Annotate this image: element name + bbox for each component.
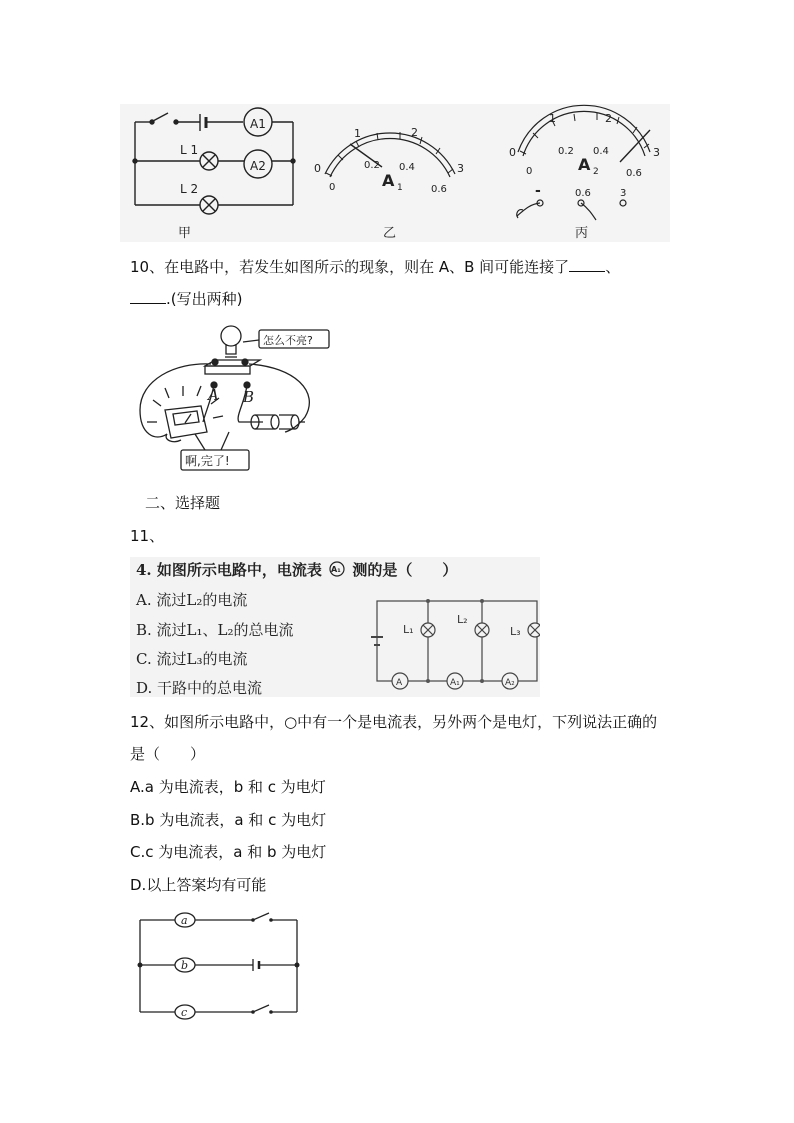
bing-up-3: 3 [653,146,660,159]
q11-meter-a: A [396,678,403,688]
q12-line1: 12、如图所示电路中，○中有一个是电流表，另外两个是电灯，下列说法正确的 [130,713,658,731]
q11-l3: L₃ [510,625,521,638]
yi-low-0: 0 [329,182,336,193]
bing-sub: 2 [593,167,599,177]
figure-top [120,104,670,242]
q10-blank-2[interactable] [130,289,166,304]
q12-line2: 是（ ） [130,745,206,763]
q11-option-b[interactable]: B. 流过L₁、L₂的总电流 [136,621,294,639]
q11-option-c[interactable]: C. 流过L₃的电流 [136,650,248,668]
yi-up-0: 0 [314,162,321,175]
q10-text-line1 [130,257,620,277]
caption-yi: 乙 [383,226,397,241]
bing-low-2: 0.4 [593,146,609,157]
yi-sub: 1 [397,183,403,193]
label-a1: A1 [250,117,266,131]
bing-up-0: 0 [509,146,516,159]
bing-up-2: 2 [605,112,612,125]
ammeter-a1-icon [327,561,347,577]
yi-low-2: 0.4 [399,162,415,173]
q10-figure-svg [135,322,335,482]
yi-up-3: 3 [457,162,464,175]
q10-figure [135,322,335,482]
q12-label-c: c [181,1006,188,1019]
q11-l2: L₂ [457,613,468,626]
q12-option-c[interactable]: C.c 为电流表，a 和 b 为电灯 [130,843,327,861]
yi-low-3: 0.6 [431,184,447,195]
yi-low-1: 0.2 [364,160,380,171]
yi-up-1: 1 [354,127,361,140]
q12-circuit [135,905,305,1020]
q10-bubble-top: 怎么不亮? [263,334,313,347]
q11-image [130,557,540,697]
q10-bubble-bottom: 啊,完了! [185,454,230,468]
q11-question [136,559,457,580]
bing-term-neg: - [535,183,541,199]
q10-blank-1[interactable] [569,257,605,272]
label-a2: A2 [250,159,266,173]
bing-up-1: 1 [549,112,556,125]
q12-label-b: b [181,959,189,972]
q11-number: 11、 [130,527,165,545]
q10-label-b: B [243,388,255,406]
q12-option-d[interactable]: D.以上答案均有可能 [130,876,267,894]
q11-meter-symbol: A₁ [331,565,341,574]
figure-top-svg [120,104,670,242]
section-title: 二、选择题 [145,494,221,512]
caption-bing: 丙 [575,226,589,241]
q10-separator: 、 [605,258,621,276]
bing-low-3: 0.6 [626,168,642,179]
q11-l1: L₁ [403,623,414,636]
yi-label: A [382,171,395,190]
q10-label-a: A [208,386,219,404]
bing-label: A [578,155,591,174]
q10-text-a: 10、在电路中，若发生如图所示的现象，则在 A、B 间可能连接了 [130,258,570,276]
q10-text-b: .(写出两种) [166,290,243,308]
yi-up-2: 2 [411,126,418,139]
q12-label-a: a [181,914,188,927]
q11-meter-a2: A₂ [505,678,515,688]
label-l2: L 2 [180,182,199,196]
q10-text-line2 [130,289,242,309]
bing-low-1: 0.2 [558,146,574,157]
bing-term-3: 3 [620,188,627,199]
q11-meter-a1: A₁ [450,678,460,688]
q11-question-end: 测的是（ ） [352,561,458,579]
q11-question-text: 4. 如图所示电路中，电流表 [136,561,322,579]
caption-jia: 甲 [178,226,192,241]
q11-circuit [365,595,540,695]
bing-term-06: 0.6 [575,188,591,199]
q11-option-d[interactable]: D. 干路中的总电流 [136,679,263,697]
q12-option-a[interactable]: A.a 为电流表，b 和 c 为电灯 [130,778,326,796]
label-l1: L 1 [180,143,199,157]
q12-figure [135,905,305,1020]
q12-option-b[interactable]: B.b 为电流表，a 和 c 为电灯 [130,811,327,829]
bing-low-0: 0 [526,166,533,177]
q11-option-a[interactable]: A. 流过L₂的电流 [136,591,248,609]
